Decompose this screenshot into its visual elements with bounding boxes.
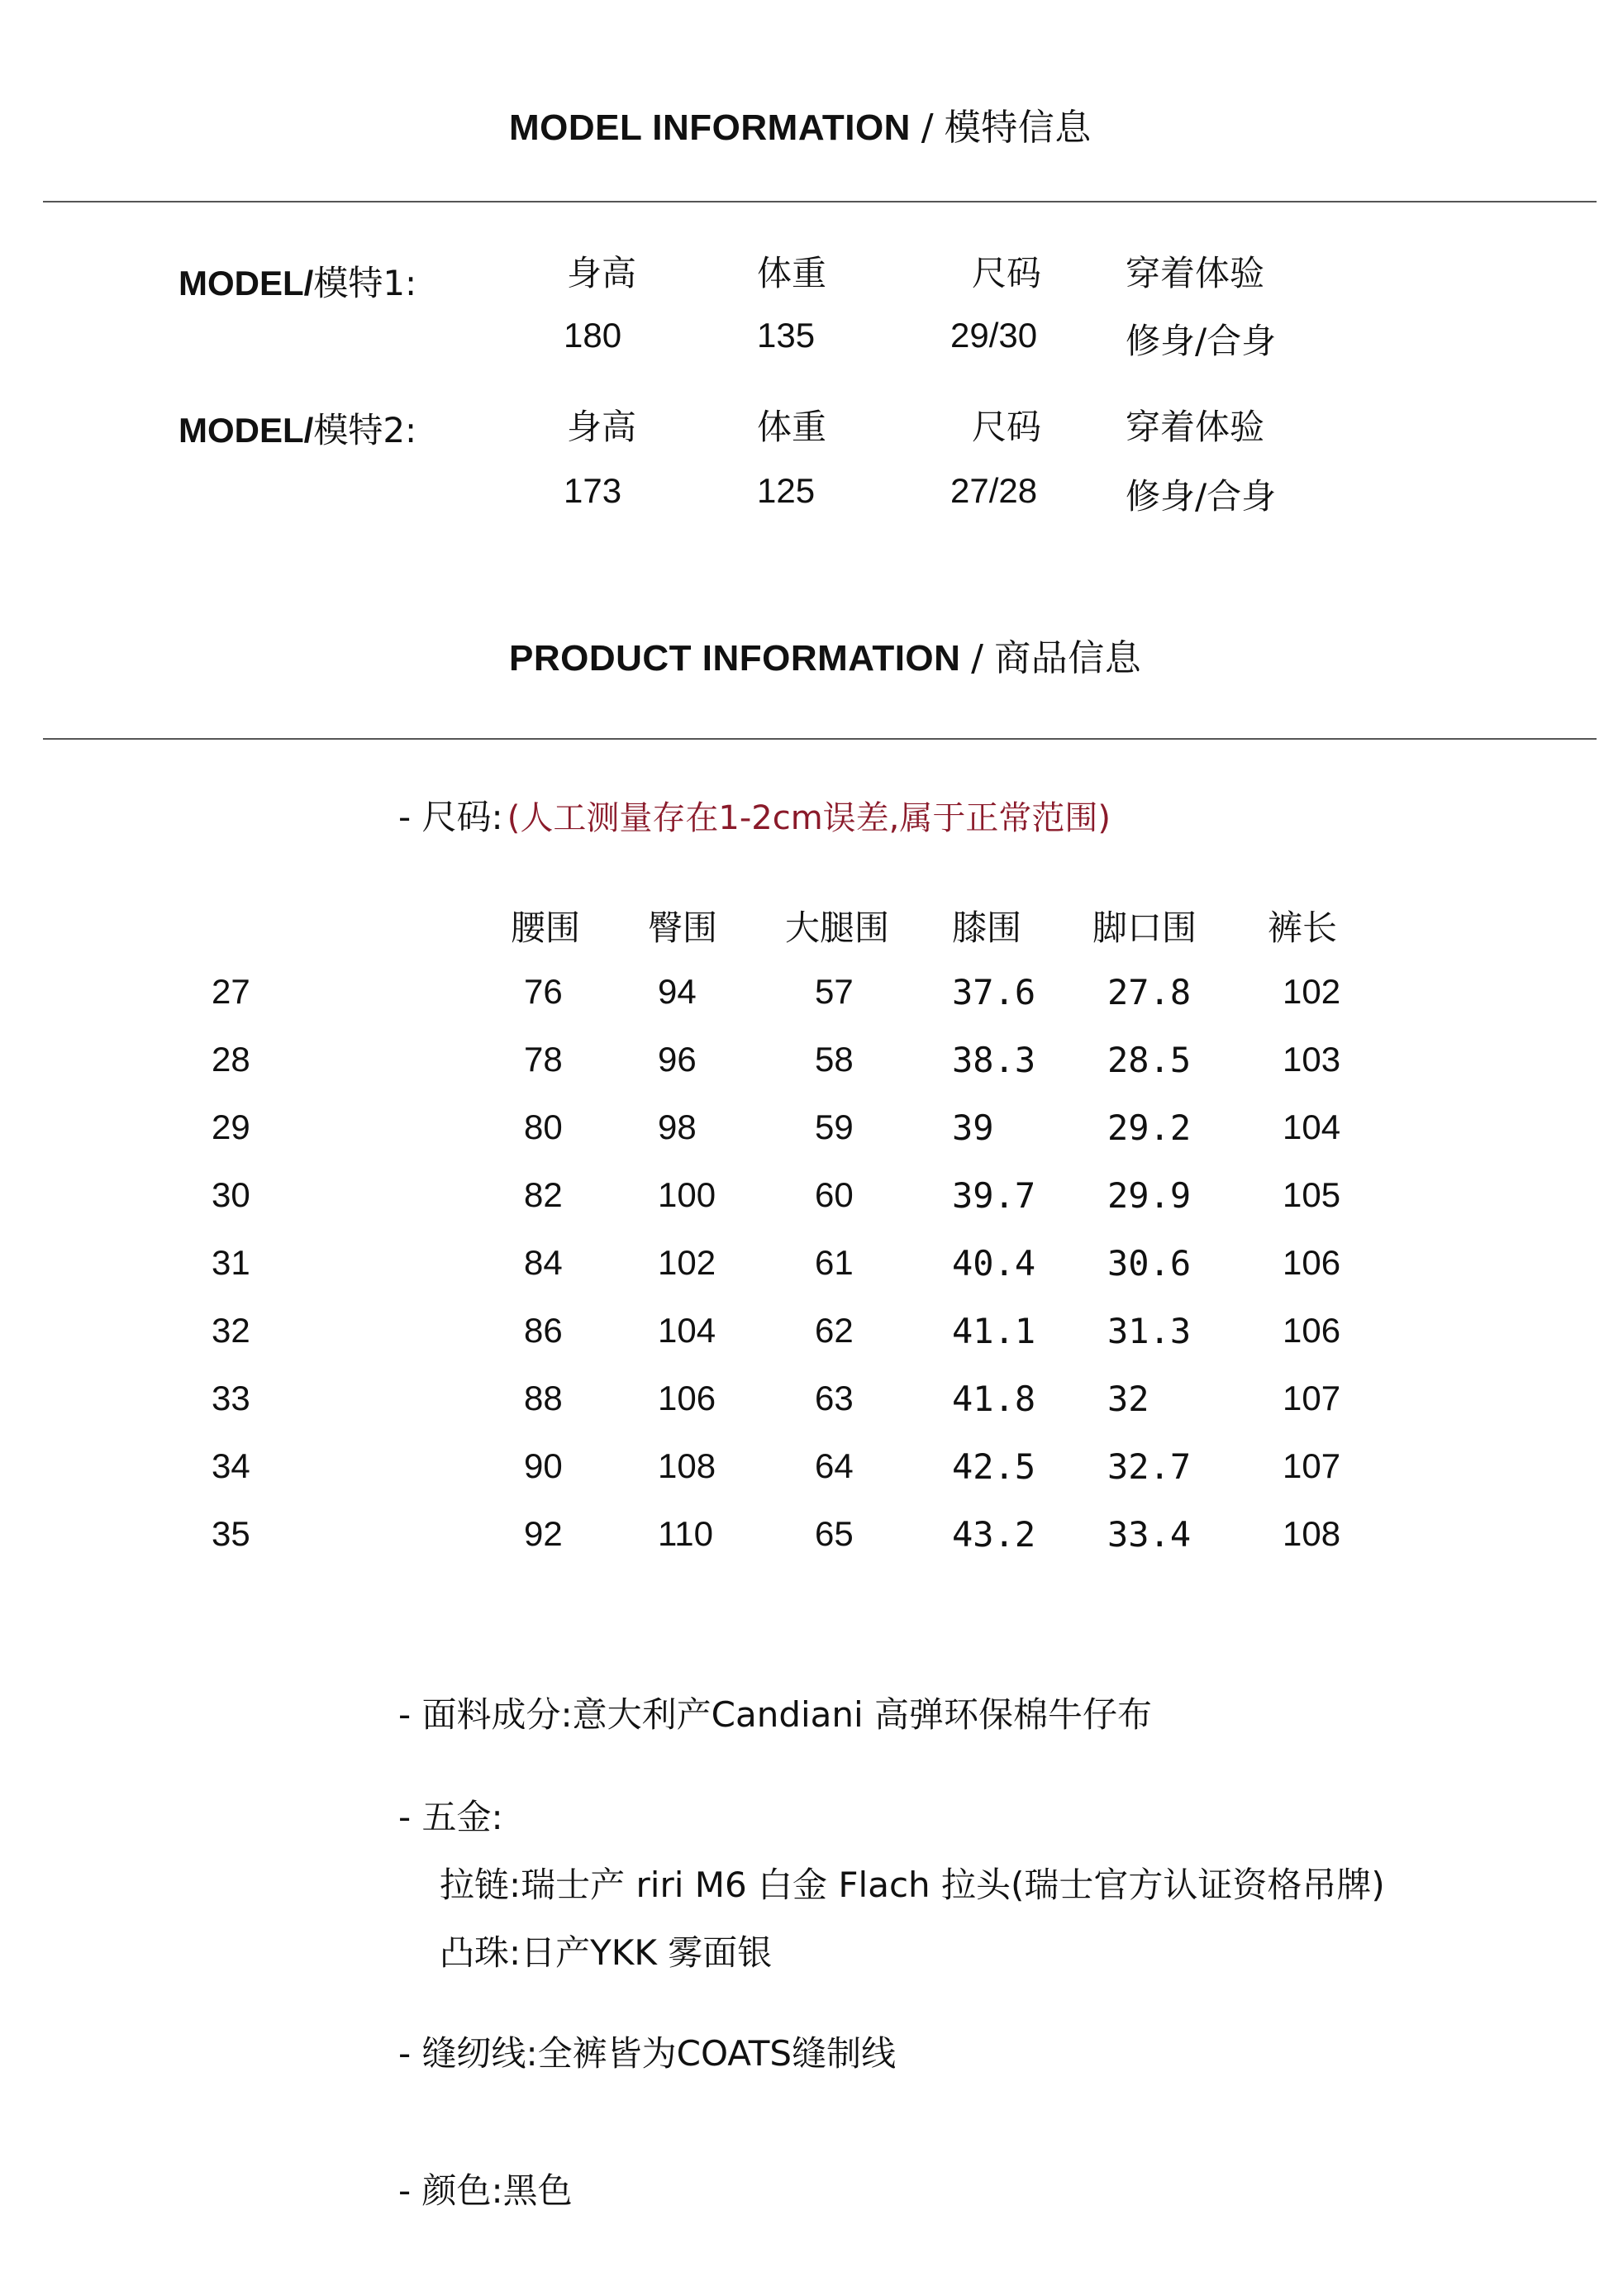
size-table-cell: 41.8 — [952, 1379, 1036, 1419]
size-table-cell: 94 — [658, 972, 697, 1011]
size-table-header-hem: 脚口围 — [1092, 907, 1197, 948]
size-table-cell: 31.3 — [1107, 1311, 1192, 1351]
size-table-cell: 82 — [524, 1175, 563, 1214]
size-table-cell: 57 — [815, 972, 854, 1011]
model-2-fit: 修身/合身 — [1126, 476, 1277, 517]
size-table-cell: 38.3 — [952, 1040, 1036, 1080]
model-title-cn: 模特信息 — [944, 107, 1092, 149]
size-table-cell: 61 — [815, 1243, 854, 1282]
model-1-header-size: 尺码 — [972, 253, 1042, 293]
size-table-cell: 103 — [1283, 1040, 1341, 1079]
hardware-title: - 五金: — [398, 1797, 503, 1837]
size-table-cell: 92 — [524, 1514, 563, 1553]
size-table-header-hip: 臀围 — [648, 907, 718, 948]
hardware-button: 凸珠:日产YKK 雾面银 — [440, 1932, 773, 1973]
size-table-cell: 107 — [1283, 1379, 1341, 1417]
model-1-header-fit: 穿着体验 — [1126, 253, 1265, 293]
model-2-header-size: 尺码 — [972, 407, 1042, 447]
size-table-cell: 76 — [524, 972, 563, 1011]
size-table-cell: 43.2 — [952, 1514, 1036, 1555]
size-prefix: - 尺码: — [398, 797, 503, 837]
size-table-cell: 42.5 — [952, 1446, 1036, 1487]
size-table-header-thigh: 大腿围 — [785, 907, 890, 948]
size-table-row-size: 27 — [212, 972, 250, 1011]
model-2-header-fit: 穿着体验 — [1126, 407, 1265, 447]
model-title-en: MODEL INFORMATION — [509, 107, 911, 148]
fabric-line: - 面料成分:意大利产Candiani 高弹环保棉牛仔布 — [398, 1694, 1153, 1735]
model-2-label: MODEL/模特2: — [178, 410, 417, 450]
size-table-cell: 33.4 — [1107, 1514, 1192, 1555]
size-table-cell: 63 — [815, 1379, 854, 1417]
size-table-row-size: 32 — [212, 1311, 250, 1350]
size-table-header-waist: 腰围 — [511, 907, 581, 948]
size-table-cell: 32.7 — [1107, 1446, 1192, 1487]
size-table-cell: 110 — [658, 1514, 713, 1553]
size-table-cell: 106 — [658, 1379, 716, 1417]
size-table-row-size: 35 — [212, 1514, 250, 1553]
size-table-cell: 29.2 — [1107, 1108, 1192, 1148]
size-table-cell: 78 — [524, 1040, 563, 1079]
model-2-header-weight: 体重 — [757, 407, 827, 447]
size-table-cell: 108 — [1283, 1514, 1341, 1553]
size-table-cell: 96 — [658, 1040, 697, 1079]
size-table-cell: 39.7 — [952, 1175, 1036, 1216]
size-table-cell: 59 — [815, 1108, 854, 1146]
size-table-cell: 107 — [1283, 1446, 1341, 1485]
size-table-cell: 40.4 — [952, 1243, 1036, 1284]
color-line: - 颜色:黑色 — [398, 2170, 573, 2211]
size-table-cell: 58 — [815, 1040, 854, 1079]
hardware-zipper: 拉链:瑞士产 riri M6 白金 Flach 拉头(瑞士官方认证资格吊牌) — [440, 1865, 1385, 1905]
size-table-cell: 32 — [1107, 1379, 1149, 1419]
size-table-row-size: 28 — [212, 1040, 250, 1079]
product-title-en: PRODUCT INFORMATION — [509, 638, 961, 679]
size-table-cell: 62 — [815, 1311, 854, 1350]
product-section-title — [509, 628, 1141, 681]
model-1-header-height: 身高 — [567, 253, 637, 293]
model-1-height: 180 — [564, 316, 622, 355]
size-table-cell: 90 — [524, 1446, 563, 1485]
model-2-header-height: 身高 — [567, 407, 637, 447]
size-table-cell: 39 — [952, 1108, 994, 1148]
size-table-cell: 37.6 — [952, 972, 1036, 1012]
model-2-size: 27/28 — [950, 471, 1038, 510]
product-title-sep: / — [971, 637, 984, 679]
model-section-divider — [43, 201, 1597, 202]
size-table-row-size: 29 — [212, 1108, 250, 1146]
model-1-fit: 修身/合身 — [1126, 321, 1277, 361]
size-table-row-size: 33 — [212, 1379, 250, 1417]
size-table-cell: 65 — [815, 1514, 854, 1553]
size-table-cell: 102 — [658, 1243, 716, 1282]
size-table-cell: 84 — [524, 1243, 563, 1282]
size-table-cell: 28.5 — [1107, 1040, 1192, 1080]
model-2-weight: 125 — [757, 471, 816, 510]
size-table-cell: 29.9 — [1107, 1175, 1192, 1216]
thread-line: - 缝纫线:全裤皆为COATS缝制线 — [398, 2033, 897, 2074]
size-table-header-knee: 膝围 — [952, 907, 1022, 948]
size-table-cell: 86 — [524, 1311, 563, 1350]
model-section-title — [509, 98, 1092, 150]
size-table-cell: 104 — [1283, 1108, 1341, 1146]
size-table-cell: 105 — [1283, 1175, 1341, 1214]
model-1-label: MODEL/模特1: — [178, 263, 417, 303]
size-table-header-length: 裤长 — [1268, 907, 1338, 948]
size-table-cell: 27.8 — [1107, 972, 1192, 1012]
size-table-cell: 41.1 — [952, 1311, 1036, 1351]
size-table-cell: 106 — [1283, 1311, 1341, 1350]
model-2-height: 173 — [564, 471, 622, 510]
size-table-cell: 100 — [658, 1175, 716, 1214]
size-table-row-size: 31 — [212, 1243, 250, 1282]
size-table-cell: 88 — [524, 1379, 563, 1417]
size-heading — [398, 790, 1111, 840]
model-1-weight: 135 — [757, 316, 816, 355]
size-table-cell: 60 — [815, 1175, 854, 1214]
size-table-row-size: 30 — [212, 1175, 250, 1214]
product-title-cn: 商品信息 — [994, 637, 1142, 679]
size-table-cell: 108 — [658, 1446, 716, 1485]
size-table-cell: 30.6 — [1107, 1243, 1192, 1284]
size-table-cell: 102 — [1283, 972, 1341, 1011]
model-1-size: 29/30 — [950, 316, 1038, 355]
model-title-sep: / — [921, 107, 935, 149]
model-1-header-weight: 体重 — [757, 253, 827, 293]
size-table-cell: 104 — [658, 1311, 716, 1350]
size-table-cell: 80 — [524, 1108, 563, 1146]
size-table-cell: 98 — [658, 1108, 697, 1146]
size-table-row-size: 34 — [212, 1446, 250, 1485]
product-section-divider — [43, 738, 1597, 740]
size-table-cell: 64 — [815, 1446, 854, 1485]
size-note: (人工测量存在1-2cm误差,属于正常范围) — [507, 799, 1111, 837]
size-table-cell: 106 — [1283, 1243, 1341, 1282]
